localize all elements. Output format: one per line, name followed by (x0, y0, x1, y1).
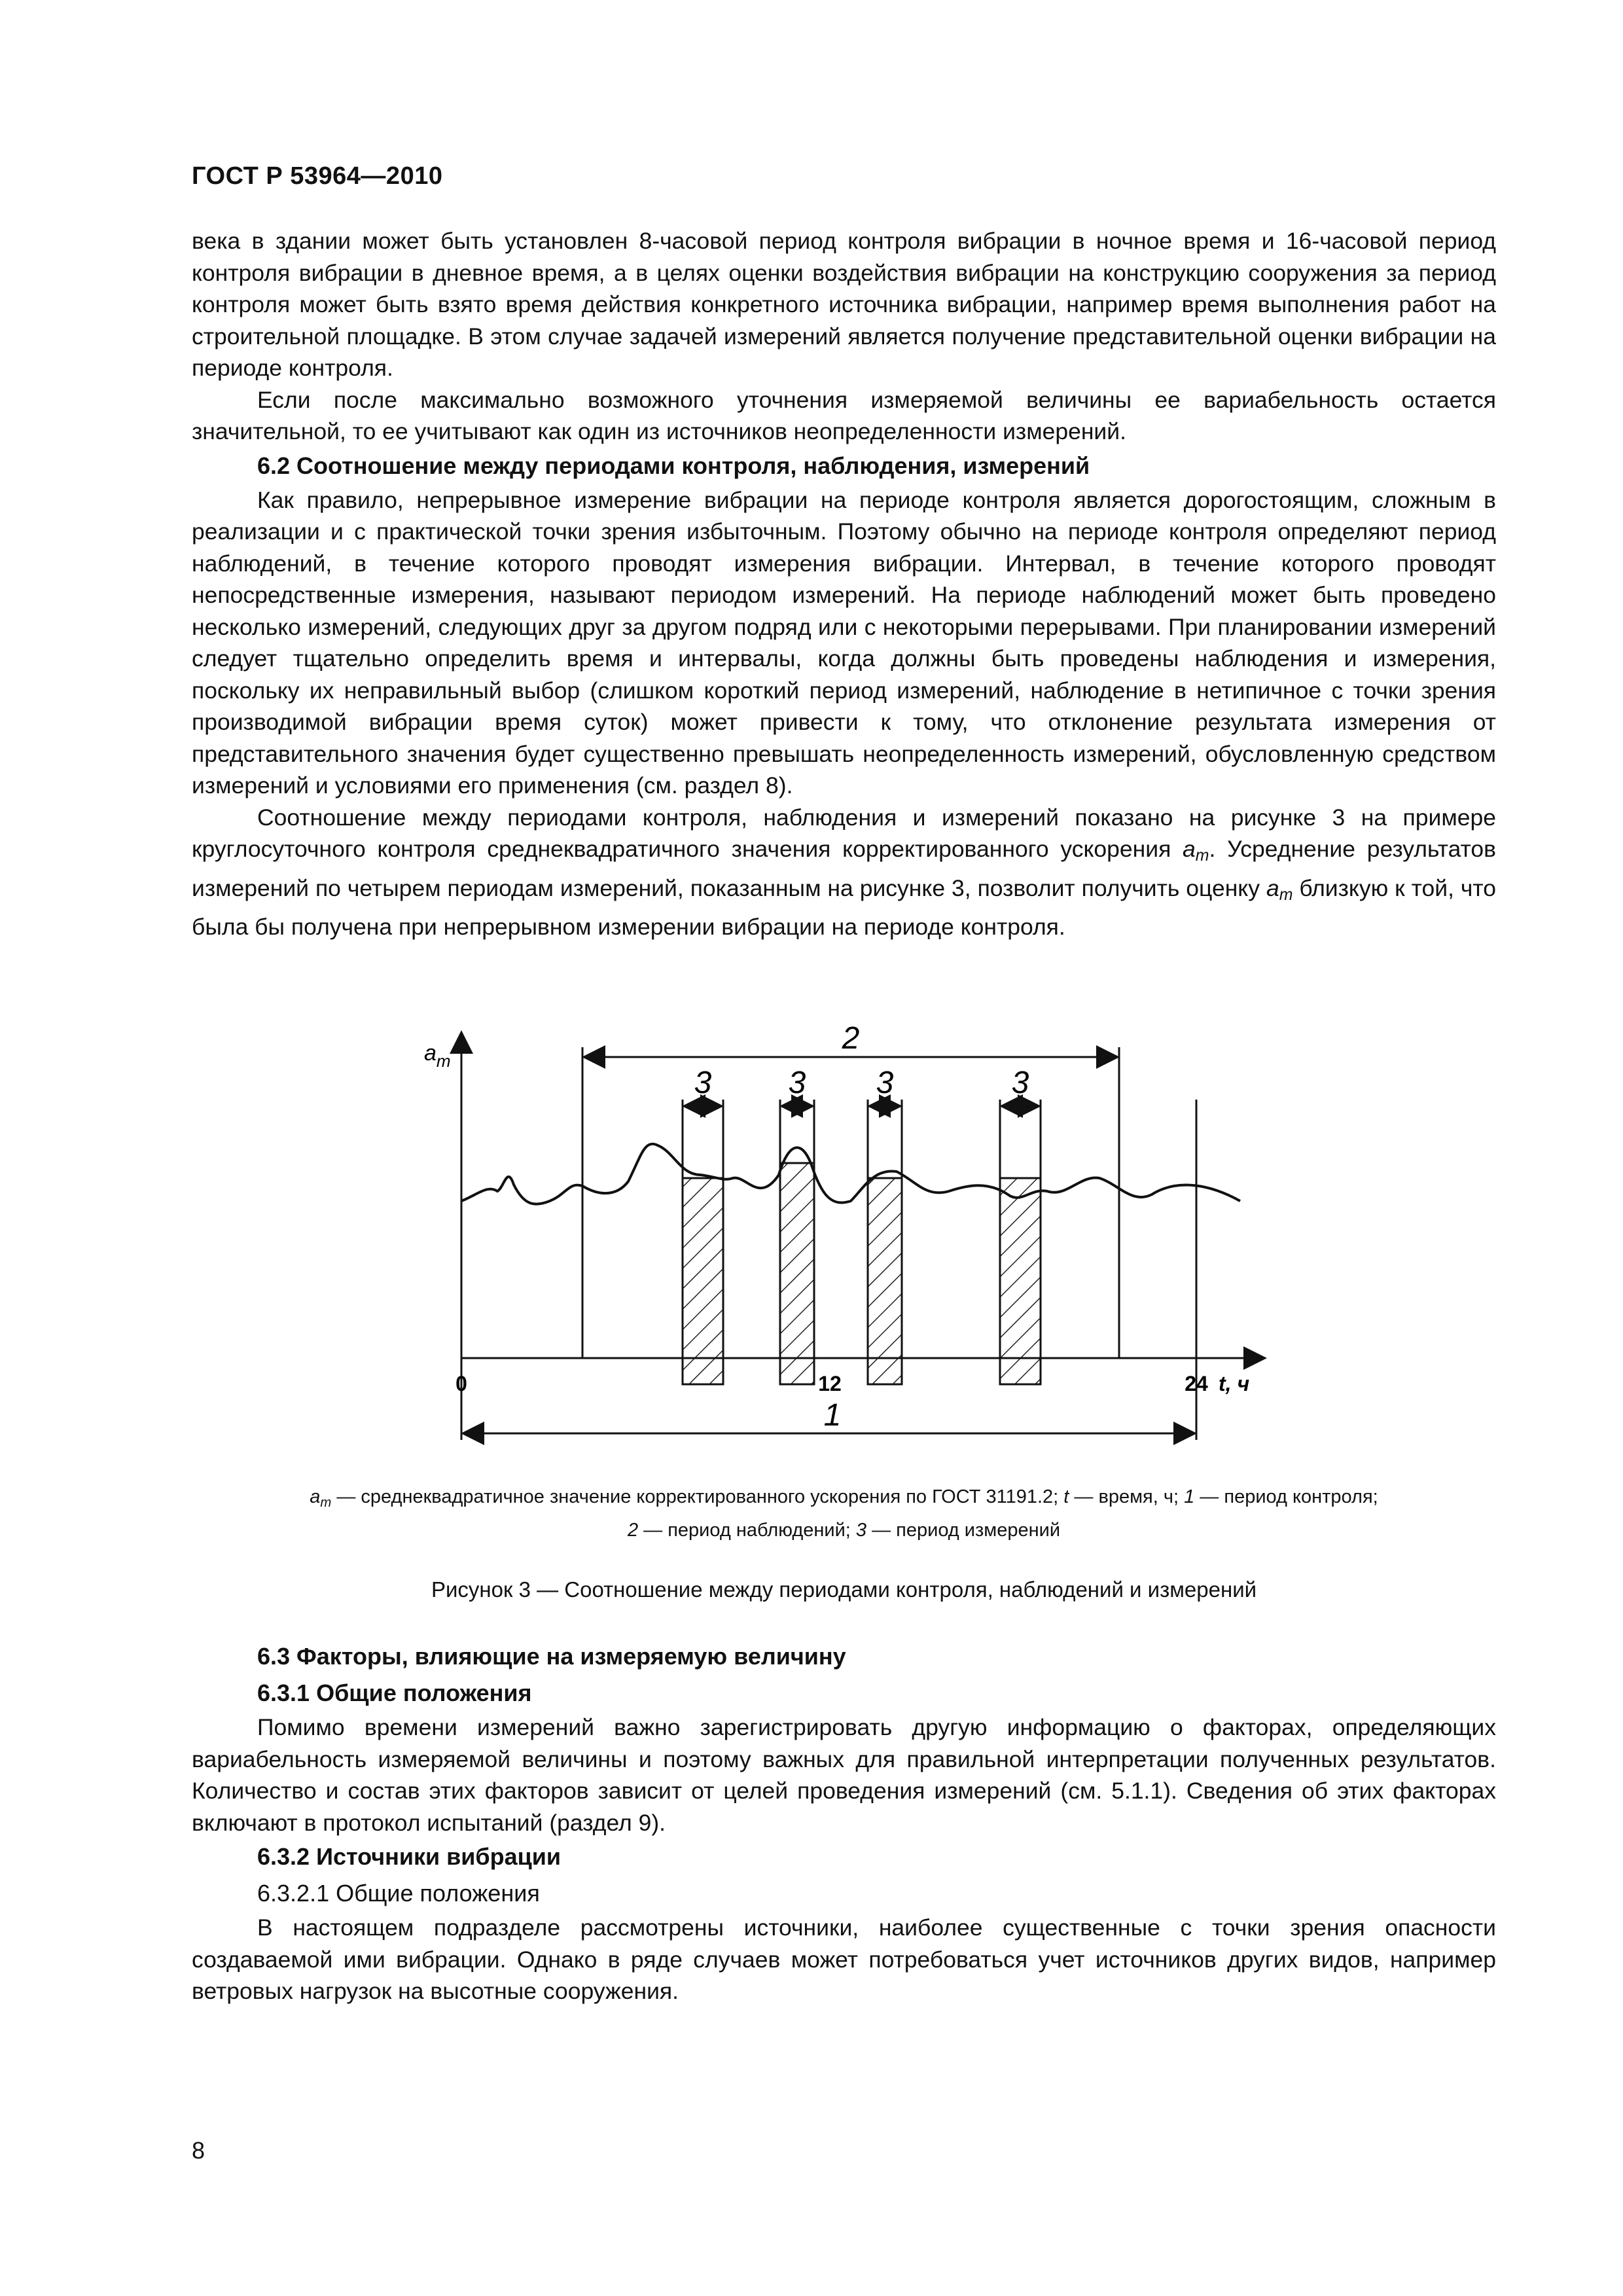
label-measurement-period: 3 (788, 1066, 806, 1100)
subsubsection-heading: 6.3.2.1 Общие положения (257, 1880, 540, 1907)
section-heading: 6.3 Факторы, влияющие на измеряемую величину (257, 1643, 846, 1670)
text-block-lower (192, 1638, 1496, 2007)
vibration-curve (461, 1144, 1240, 1204)
subsection-heading: 6.3.2 Источники вибрации (257, 1843, 562, 1870)
measurement-period-2 (780, 1163, 814, 1384)
paragraph: Соотношение между периодами контроля, наблюдения и измерений показано на рисунке 3 на примере круглосуточного контроля среднеквадратичного значения корректированного ускорения $a_m$. Усреднение результатов измерений по четырем периодам измерений, показанным на рисунке 3, позволит получить оценку $a_m$ близкую к той, что была бы получена при непрерывном измерении вибрации на периоде контроля. (192, 804, 1497, 940)
paragraph: Если после максимально возможного уточнения измеряемой величины ее вариабельность остается значительной, то ее учитывают как один из источников неопределенности измерений. (192, 386, 1496, 444)
paragraph: Как правило, непрерывное измерение вибрации на периоде контроля является дорогостоящим, сложным в реализации и с практической точки зрения избыточным. Поэтому обычно на периоде контроля определяют период наблюдений, в течение которого проводят измерения вибрации. Интервал, в течение которого проводят непосредственные измерения, называют периодом измерений. На периоде наблюдений может быть проведено несколько измерений, следующих друг за другом подряд или с некоторыми перерывами. При планировании измерений следует тщательно определить время и интервалы, когда должны быть проведены наблюдения и измерения, поскольку их неправильный выбор (слишком короткий период измерений, наблюдение в нетипичное с точки зрения производимой вибрации время суток) может привести к тому, что отклонение результата измерения от представительного значения будет существенно превышать неопределенность измерений, обусловленную средством измерений и условиями его применения (см. раздел 8). (192, 486, 1496, 798)
x-tick-label: 24 (1185, 1372, 1208, 1395)
document-code-header: ГОСТ Р 53964—2010 (192, 162, 443, 190)
page-number: 8 (192, 2137, 205, 2164)
y-axis-label: $a_m$ (424, 1041, 451, 1071)
text-block-upper (192, 225, 1496, 943)
figure-legend: $a_m$ — среднеквадратичное значение корректированного ускорения по ГОСТ 31191.2; t — время, ч; 1 — период контроля; 2 — период наблюдений; 3 — период измерений (310, 1486, 1378, 1541)
label-observation-period: 2 (842, 1021, 860, 1056)
section-heading: 6.2 Соотношение между периодами контроля, наблюдения, измерений (257, 452, 1090, 479)
label-measurement-period: 3 (694, 1066, 712, 1100)
x-tick-label: 0 (455, 1372, 467, 1395)
paragraph: века в здании может быть установлен 8-часовой период контроля вибрации в ночное время и 16-часовой период контроля вибрации в дневное время, а в целях оценки воздействия вибрации на конструкцию сооружения за период контроля может быть взято время действия конкретного источника вибрации, например время выполнения работ на строительной площадке. В этом случае задачей измерений является получение представительной оценки вибрации на периоде контроля. (192, 228, 1496, 381)
paragraph: В настоящем подразделе рассмотрены источники, наиболее существенные с точки зрения опасности создаваемой ими вибрации. Однако в ряде случаев может потребоваться учет источников других видов, например ветровых нагрузок на высотные сооружения. (192, 1914, 1496, 2004)
variable-am: $a_m$ (310, 1486, 332, 1510)
label-control-period: 1 (823, 1398, 842, 1433)
label-measurement-period: 3 (876, 1066, 894, 1100)
figure-3-diagram (393, 1008, 1309, 1466)
measurement-period-4 (1000, 1178, 1041, 1384)
figure-title: Рисунок 3 — Соотношение между периодами контроля, наблюдений и измерений (431, 1577, 1257, 1602)
variable-am: $a_m$ (1266, 874, 1293, 904)
label-measurement-period: 3 (1011, 1066, 1029, 1100)
measurement-period-3 (868, 1178, 902, 1384)
measurement-period-1 (683, 1178, 723, 1384)
subsection-heading: 6.3.1 Общие положения (257, 1679, 532, 1706)
paragraph: Помимо времени измерений важно зарегистрировать другую информацию о факторах, определяющих вариабельность измеряемой величины и поэтому важных для правильной интерпретации полученных результатов. Количество и состав этих факторов зависит от целей проведения измерений (см. 5.1.1). Сведения об этих факторах включают в протокол испытаний (раздел 9). (192, 1714, 1496, 1836)
x-tick-label: 12 (818, 1372, 842, 1395)
x-axis-label: t, ч (1219, 1372, 1250, 1395)
variable-am: $a_m$ (1183, 836, 1209, 865)
